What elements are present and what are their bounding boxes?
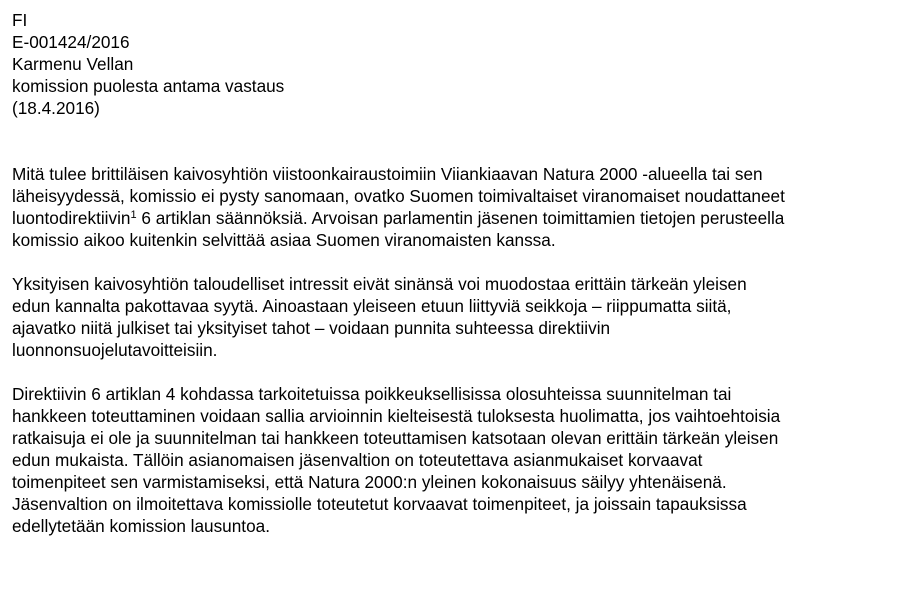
footnote-line-start: luontodirektiivin <box>12 208 131 228</box>
paragraph-line: ajavatko niitä julkiset tai yksityiset tahot – voidaan punnita suhteessa direktiivin <box>12 318 611 338</box>
paragraph-line: ratkaisuja ei ole ja suunnitelman tai hankkeen toteuttamisen katsotaan olevan erittäin tärkeän yleisen <box>12 428 779 448</box>
document-header <box>12 9 892 119</box>
paragraph-1 <box>12 163 892 251</box>
paragraph-line: komissio aikoo kuitenkin selvittää asiaa Suomen viranomaisten kanssa. <box>12 230 556 250</box>
answer-body <box>12 163 892 537</box>
paragraph-line: luonnonsuojelutavoitteisiin. <box>12 340 218 360</box>
paragraph-line: Yksityisen kaivosyhtiön taloudelliset intressit eivät sinänsä voi muodostaa erittäin tärkeän yleisen <box>12 274 747 294</box>
paragraph-2 <box>12 273 892 361</box>
paragraph-line: Direktiivin 6 artiklan 4 kohdassa tarkoitetuissa poikkeuksellisissa olosuhteissa suunnitelman tai <box>12 384 732 404</box>
paragraph-line: Mitä tulee brittiläisen kaivosyhtiön viistoonkairaustoimiin Viiankiaavan Natura 2000 -alueella tai sen <box>12 164 763 184</box>
footnote-line-end: 6 artiklan säännöksiä. Arvoisan parlamentin jäsenen toimittamien tietojen perusteella <box>136 208 785 228</box>
paragraph-line: toimenpiteet sen varmistamiseksi, että Natura 2000:n yleinen kokonaisuus säilyy yhtenäisenä. <box>12 472 727 492</box>
paragraph-line: hankkeen toteuttaminen voidaan sallia arvioinnin kielteisestä tuloksesta huolimatta, jos vaihtoehtoisia <box>12 406 781 426</box>
question-reference: E-001424/2016 <box>12 32 130 52</box>
paragraph-line: edun kannalta pakottavaa syytä. Ainoastaan yleiseen etuun liittyviä seikkoja – riippumatta siitä, <box>12 296 732 316</box>
answer-author: Karmenu Vellan <box>12 54 134 74</box>
answer-date: (18.4.2016) <box>12 98 100 118</box>
paragraph-line: Jäsenvaltion on ilmoitettava komissiolle toteutetut korvaavat toimenpiteet, ja joissain tapauksissa <box>12 494 747 514</box>
paragraph-line: edellytetään komission lausuntoa. <box>12 516 270 536</box>
paragraph-3 <box>12 383 892 537</box>
answer-description: komission puolesta antama vastaus <box>12 76 285 96</box>
paragraph-line: edun mukaista. Tällöin asianomaisen jäsenvaltion on toteutettava asianmukaiset korvaavat <box>12 450 703 470</box>
paragraph-line: läheisyydessä, komissio ei pysty sanomaan, ovatko Suomen toimivaltaiset viranomaiset noudattaneet <box>12 186 785 206</box>
footnote-marker: 1 <box>130 209 137 221</box>
answer-document <box>12 9 892 559</box>
language-code: FI <box>12 10 28 30</box>
paragraph-line-with-footnote <box>12 207 892 229</box>
